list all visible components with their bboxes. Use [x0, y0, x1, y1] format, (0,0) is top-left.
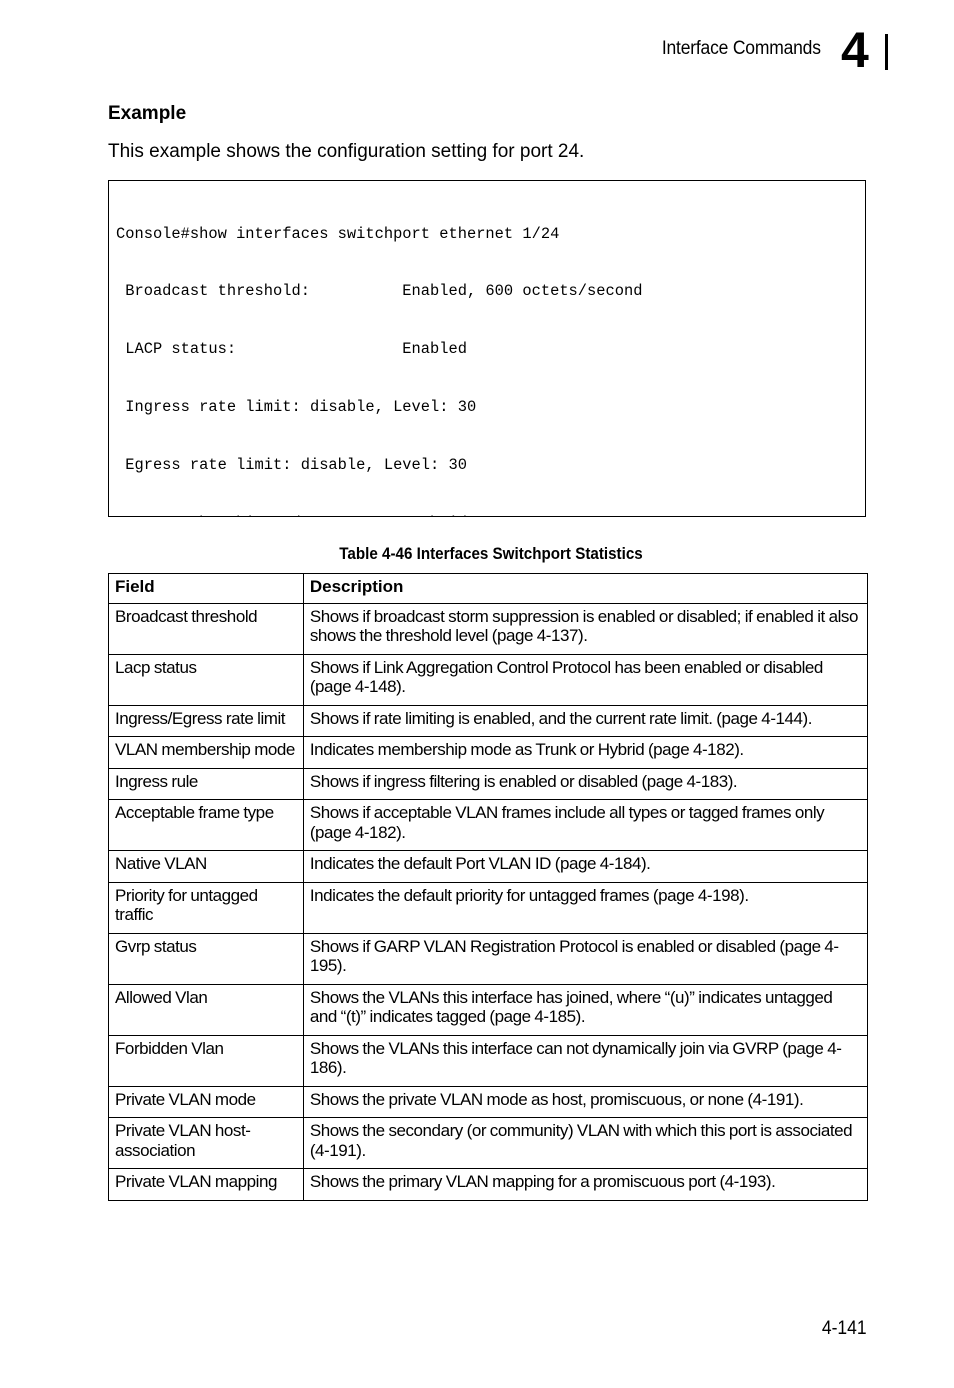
description-text: Shows if Link Aggregation Control Protocol has been enabled or disabled (page 4-148). — [309, 657, 823, 696]
field-text: Allowed Vlan — [115, 987, 208, 1007]
field-text: Priority for untagged traffic — [115, 885, 258, 924]
field-cell — [109, 737, 304, 769]
code-line: Egress rate limit: disable, Level: 30 — [116, 456, 467, 475]
code-line — [116, 514, 865, 517]
chapter-divider — [885, 34, 888, 70]
description-text: Shows if GARP VLAN Registration Protocol is enabled or disabled (page 4-195). — [309, 936, 839, 975]
field-text: Ingress/Egress rate limit — [115, 708, 286, 728]
field-cell — [109, 603, 304, 654]
description-cell — [303, 882, 867, 933]
field-cell — [109, 984, 304, 1035]
description-text: Shows the secondary (or community) VLAN with which this port is associated (4-191). — [309, 1121, 853, 1160]
field-text: Private VLAN mode — [115, 1089, 256, 1109]
description-cell — [303, 1035, 867, 1086]
field-cell — [109, 1118, 304, 1169]
header-title: Interface Commands — [662, 38, 821, 59]
field-cell — [109, 882, 304, 933]
table-row — [109, 705, 868, 737]
description-text: Shows if broadcast storm suppression is enabled or disabled; if enabled it also shows the threshold level (page 4-137). — [309, 606, 858, 645]
field-text: Acceptable frame type — [115, 803, 274, 822]
field-cell — [109, 1035, 304, 1086]
code-line: Ingress rate limit: disable, Level: 30 — [116, 398, 477, 417]
field-text: Ingress rule — [115, 771, 198, 791]
description-cell — [303, 768, 867, 800]
field-text: Native VLAN — [115, 854, 207, 873]
description-text: Indicates the default priority for untagged frames (page 4-198). — [309, 885, 749, 905]
description-cell — [303, 984, 867, 1035]
page-number: 4-141 — [822, 1318, 867, 1339]
field-cell — [109, 800, 304, 851]
description-cell — [303, 933, 867, 984]
field-text: Forbidden Vlan — [115, 1038, 224, 1058]
description-cell — [303, 654, 867, 705]
table-row — [109, 737, 868, 769]
section-heading: Example — [108, 103, 187, 124]
description-cell — [303, 1169, 867, 1201]
code-line: Console#show interfaces switchport ethernet 1/24 — [116, 224, 560, 243]
description-cell — [303, 1086, 867, 1118]
description-cell — [303, 737, 867, 769]
table-header-row — [109, 574, 868, 604]
description-cell — [303, 1118, 867, 1169]
description-text: Indicates membership mode as Trunk or Hybrid (page 4-182). — [309, 740, 744, 759]
description-text: Shows if ingress filtering is enabled or disabled (page 4-183). — [309, 771, 738, 791]
code-example — [108, 180, 866, 517]
field-cell — [109, 768, 304, 800]
field-text: Private VLAN mapping — [115, 1172, 277, 1191]
code-line: Broadcast threshold: Enabled, 600 octets/second — [116, 282, 643, 301]
field-cell — [109, 933, 304, 984]
field-text: VLAN membership mode — [115, 740, 295, 759]
chapter-number: 4 — [841, 22, 869, 78]
table-row — [109, 768, 868, 800]
field-cell — [109, 654, 304, 705]
field-cell — [109, 1169, 304, 1201]
field-text: Private VLAN host-association — [115, 1121, 251, 1160]
table-row — [109, 882, 868, 933]
column-header-description: Description — [303, 574, 867, 604]
table-row — [109, 603, 868, 654]
table-caption: Table 4-46 Interfaces Switchport Statistics — [339, 545, 643, 563]
table-row — [109, 851, 868, 883]
field-text: Broadcast threshold — [115, 606, 258, 626]
field-cell — [109, 705, 304, 737]
description-text: Shows if acceptable VLAN frames include all types or tagged frames only (page 4-182). — [309, 803, 825, 842]
code-line: LACP status: Enabled — [116, 340, 467, 359]
table-row — [109, 1169, 868, 1201]
field-text: Lacp status — [115, 657, 197, 677]
table-row — [109, 984, 868, 1035]
table-row — [109, 1035, 868, 1086]
field-cell — [109, 1086, 304, 1118]
field-cell — [109, 851, 304, 883]
table-row — [109, 933, 868, 984]
description-text: Shows the VLANs this interface has joined, where “(u)” indicates untagged and “(t)” indicates tagged (page 4-185). — [309, 987, 833, 1026]
description-cell — [303, 851, 867, 883]
table-row — [109, 654, 868, 705]
column-header-field: Field — [109, 574, 304, 604]
table-row — [109, 1118, 868, 1169]
description-text: Shows the private VLAN mode as host, promiscuous, or none (4-191). — [309, 1089, 804, 1109]
description-cell — [303, 800, 867, 851]
table-row — [109, 1086, 868, 1118]
description-text: Indicates the default Port VLAN ID (page 4-184). — [309, 854, 651, 873]
statistics-table — [108, 573, 868, 1201]
description-text: Shows the primary VLAN mapping for a promiscuous port (4-193). — [309, 1172, 776, 1191]
description-cell — [303, 705, 867, 737]
description-cell — [303, 603, 867, 654]
intro-paragraph: This example shows the configuration setting for port 24. — [108, 141, 585, 162]
description-text: Shows the VLANs this interface can not dynamically join via GVRP (page 4-186). — [309, 1038, 842, 1077]
table-row — [109, 800, 868, 851]
description-text: Shows if rate limiting is enabled, and the current rate limit. (page 4-144). — [309, 708, 813, 728]
field-text: Gvrp status — [115, 936, 197, 956]
